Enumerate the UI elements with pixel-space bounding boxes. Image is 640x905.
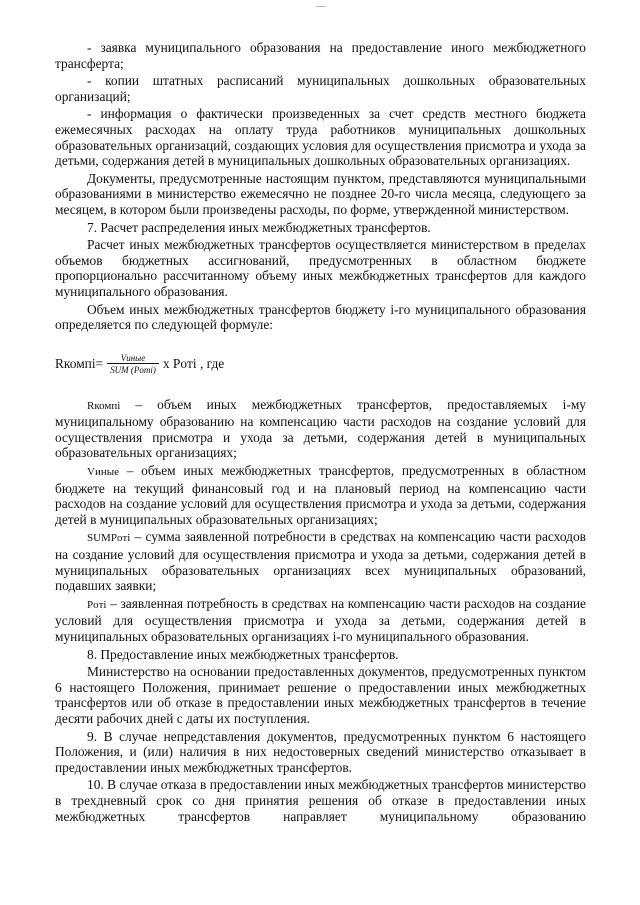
formula-fraction [107,353,159,375]
definition-term: Rкомпi [87,399,121,412]
paragraph-decision: Министерство на основании предоставленных документов, предусмотренных пунктом 6 настоящего Положения, принимает решение о предоставлении иных межбюджетных трансфертов или об отказе в предоставлении иных межбюджетных трансфертов в течение десяти рабочих дней с даты их поступления. [55,664,586,726]
section-heading-8: 8. Предоставление иных межбюджетных трансфертов. [87,646,399,662]
list-item-application: - заявка муниципального образования на предоставление иного межбюджетного трансферта; [55,40,586,71]
definition-text: – объем иных межбюджетных трансфертов, предоставляемых i-му муниципальному образованию на компенсацию части расходов на создание условий для осуществления присмотра и ухода за детьми, содержания детей в муниципальных образовательных организациях; [55,396,586,461]
definition-text: – заявленная потребность в средствах на компенсацию части расходов на создание условий для осуществления присмотра и ухода за детьми, содержания детей в муниципальных образовательных организациях i-го муниципального образования. [55,595,586,644]
distribution-formula [55,353,586,375]
definition-vinye [55,463,586,527]
formula-numerator: Vиные [120,352,146,363]
paragraph-refusal-9: 9. В случае непредставления документов, предусмотренных пунктом 6 настоящего Положения, и (или) наличия в них недостоверных сведений министерство отказывает в предоставлении иных межбюджетных трансфертов. [55,728,586,775]
definition-sumpot [55,529,586,593]
definition-term: SUMPoтi [87,532,131,545]
definition-term: Vиные [87,466,119,479]
formula-rhs: x Poтi , где [162,355,225,371]
list-item-staff-schedules: - копии штатных расписаний муниципальных дошкольных образовательных организаций; [55,73,586,104]
page-top-mark [316,6,326,7]
definition-term: Poтi [87,598,107,611]
formula-lhs: Rкомпi= [55,355,104,371]
document-body [55,40,586,826]
list-item-expense-info: - информация о фактически произведенных за счет средств местного бюджета ежемесячных расходах на оплату труда работников муниципальных дошкольных образовательных организаций, создающих условия для осуществления присмотра и ухода за детьми, содержания детей в муниципальных дошкольных образовательных организациях. [55,106,586,169]
definition-pot [55,596,586,645]
paragraph-documents: Документы, предусмотренные настоящим пунктом, представляются муниципальными образованиями в министерство ежемесячно не позднее 20-го числа месяца, следующего за месяцем, в котором были произведены расходы, по форме, утвержденной министерством. [55,170,586,217]
paragraph-calculation: Расчет иных межбюджетных трансфертов осуществляется министерством в пределах объемов бюджетных ассигнований, предусмотренных в областном бюджете пропорционально рассчитанному объему иных межбюджетных трансфертов для каждого муниципального образования. [55,237,586,299]
definition-rkomp [55,397,586,461]
definition-text: – сумма заявленной потребности в средствах на компенсацию части расходов на создание условий для осуществления присмотра и ухода за детьми, содержания детей в муниципальных образовательных организациях всех муниципальных образований, подавших заявки; [55,529,586,594]
formula-denominator: SUM (Poтi) [107,363,159,375]
section-heading-7: 7. Расчет распределения иных межбюджетных трансфертов. [87,219,431,235]
paragraph-refusal-10: 10. В случае отказа в предоставлении иных межбюджетных трансфертов министерство в трехдневный срок со дня принятия решения об отказе в предоставлении иных межбюджетных трансфертов направляет муниципальному образованию [55,777,586,824]
paragraph-volume: Объем иных межбюджетных трансфертов бюджету i-го муниципального образования определяется по следующей формуле: [55,301,586,333]
definition-text: – объем иных межбюджетных трансфертов, предусмотренных в областном бюджете на текущий финансовый год и на плановый период на компенсацию части расходов на создание условий для осуществления присмотра и ухода за детьми, содержания детей в муниципальных образовательных организациях; [55,463,586,527]
